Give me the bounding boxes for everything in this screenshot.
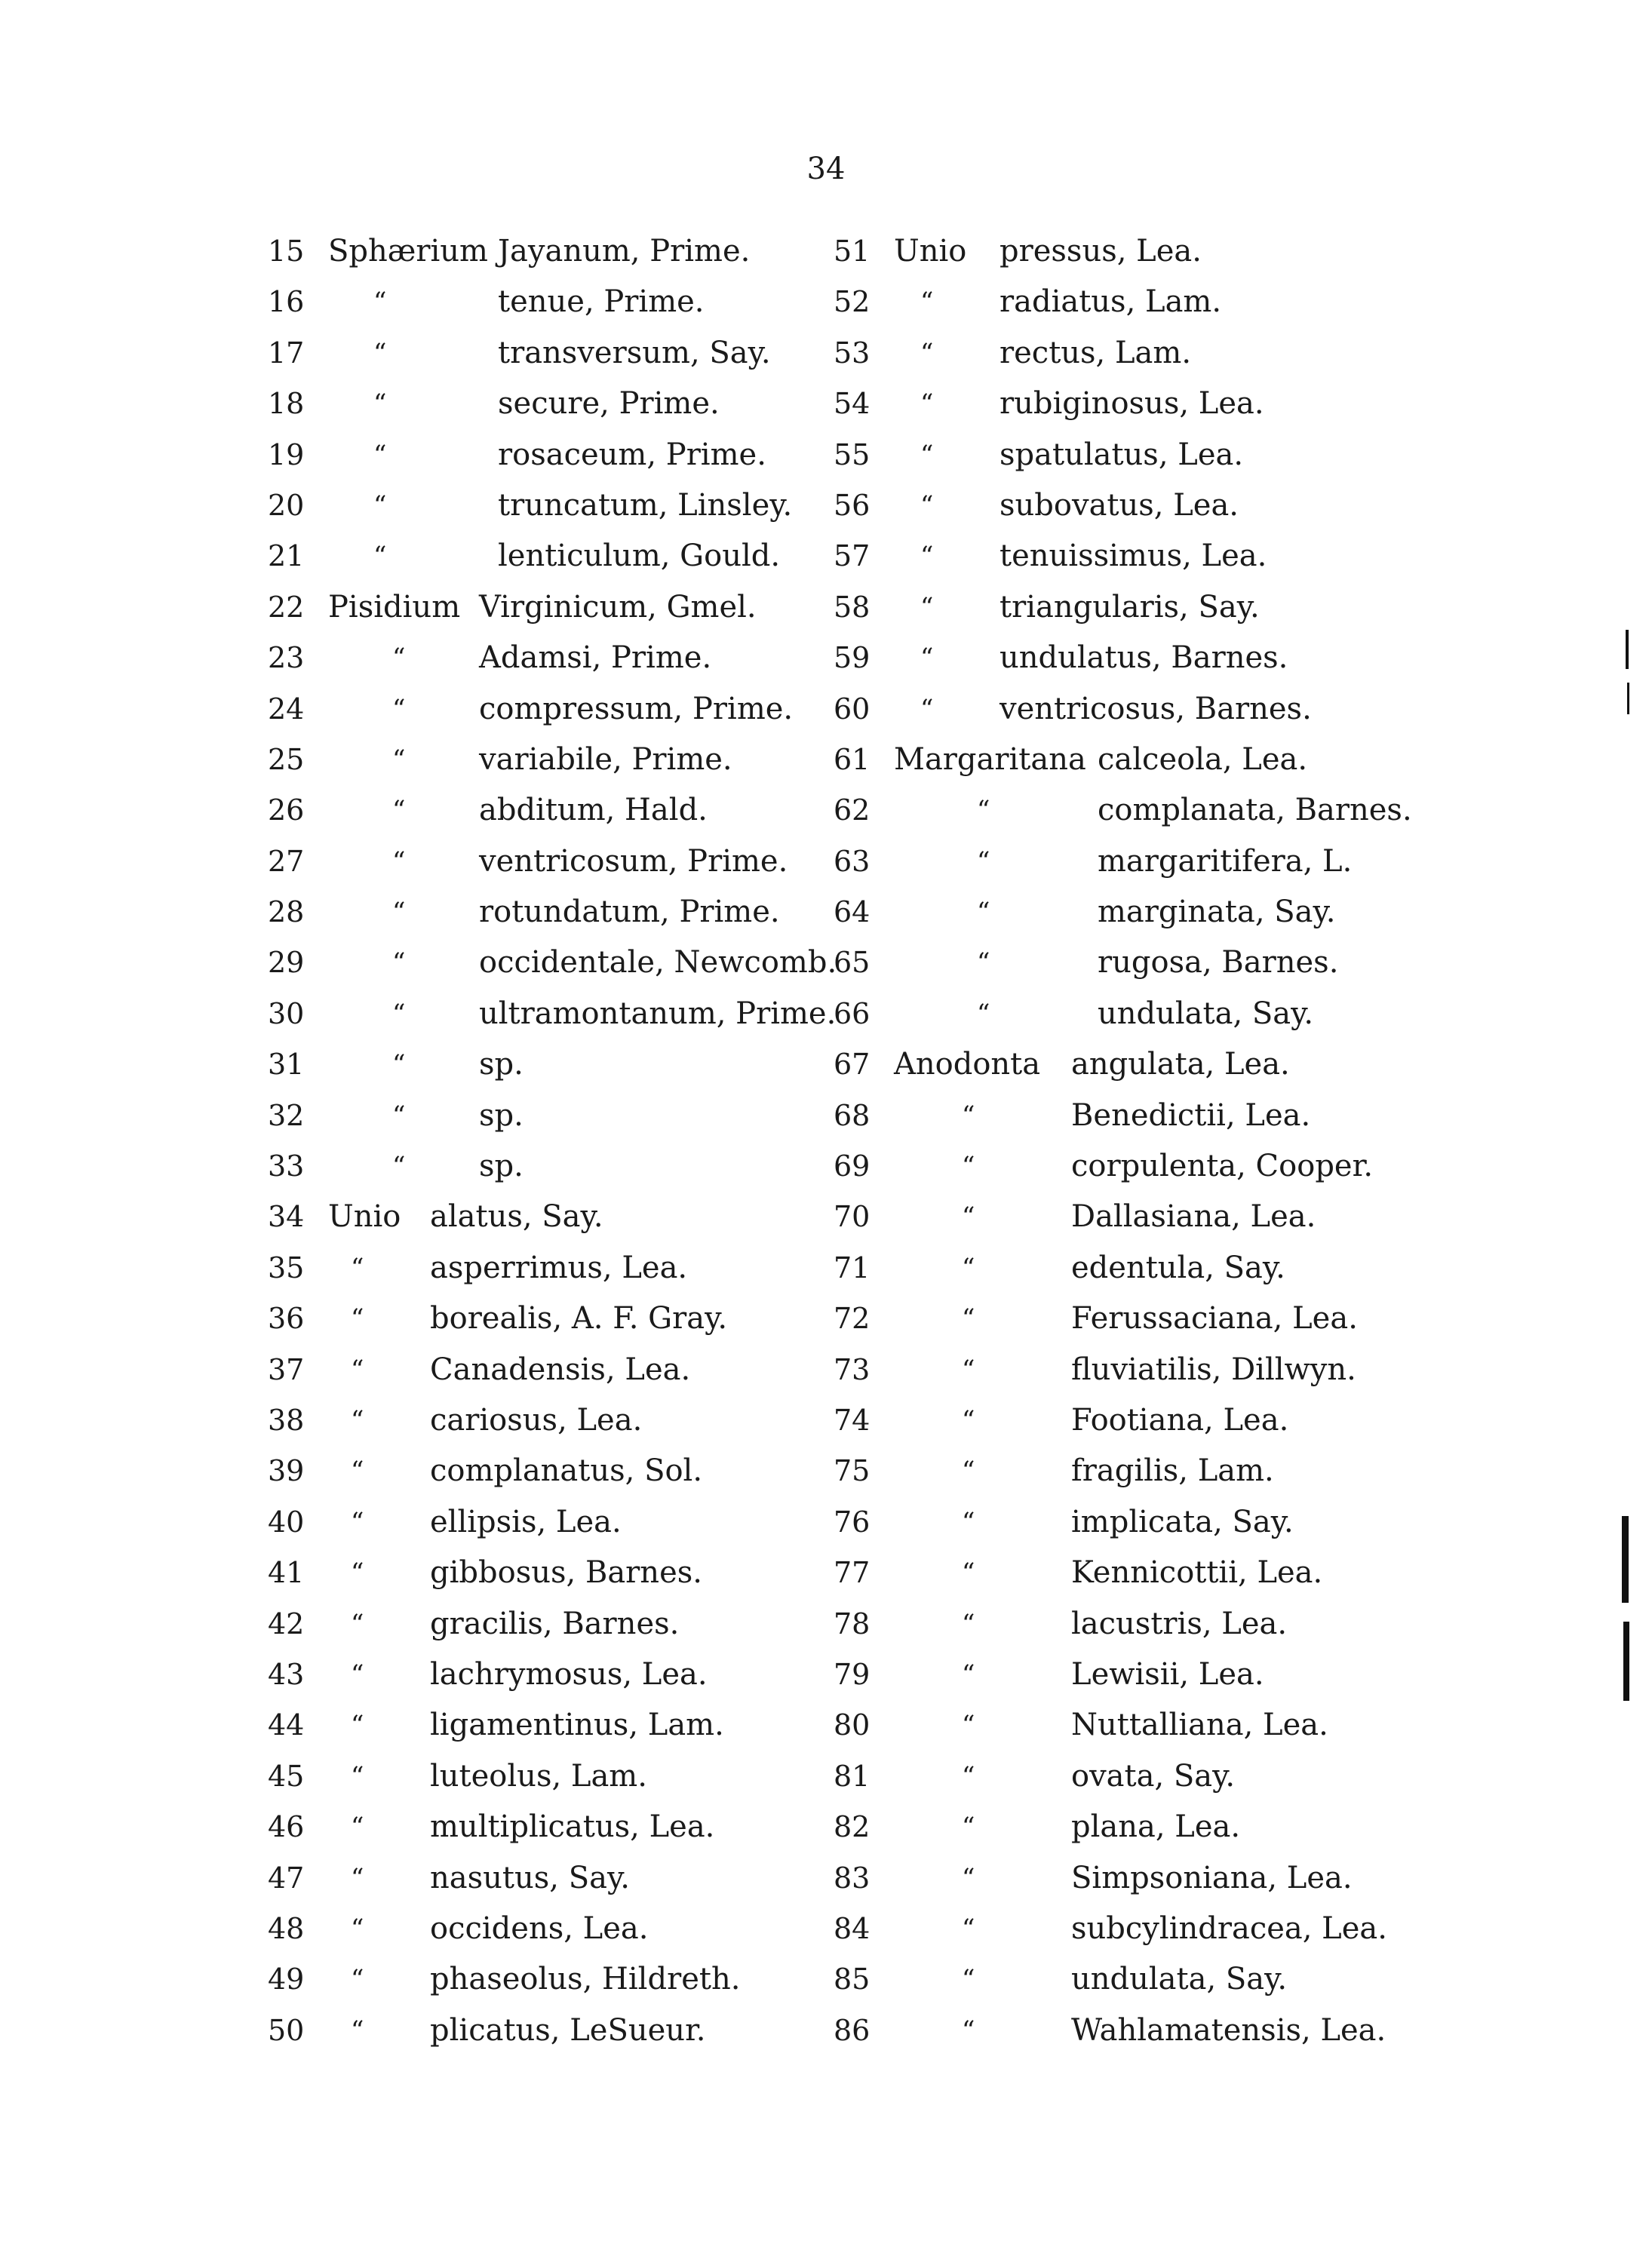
entry-number: 54 xyxy=(834,387,871,421)
ditto-mark: “ xyxy=(962,1862,975,1893)
list-item xyxy=(834,382,1633,433)
ditto-mark: “ xyxy=(962,2015,975,2046)
margin-mark xyxy=(1623,1622,1629,1701)
species-name: Lewisii, Lea. xyxy=(1071,1656,1264,1692)
species-name: calceola, Lea. xyxy=(1098,741,1308,777)
ditto-mark: “ xyxy=(351,1303,364,1334)
genus-name: Anodonta xyxy=(894,1047,1041,1082)
species-name: lacustris, Lea. xyxy=(1071,1606,1288,1641)
list-item xyxy=(834,688,1633,738)
species-name: Adamsi, Prime. xyxy=(479,640,712,676)
entry-number: 44 xyxy=(268,1708,305,1742)
ditto-mark: “ xyxy=(962,1964,975,1995)
list-item xyxy=(834,535,1633,585)
entry-number: 63 xyxy=(834,844,871,878)
ditto-mark: “ xyxy=(962,1252,975,1283)
list-item xyxy=(834,1551,1633,1602)
ditto-mark: “ xyxy=(373,337,387,368)
entry-number: 23 xyxy=(268,641,305,675)
entry-number: 86 xyxy=(834,2013,871,2047)
species-name: plicatus, LeSueur. xyxy=(430,2012,706,2048)
species-name: occidentale, Newcomb. xyxy=(479,945,837,981)
ditto-mark: “ xyxy=(920,693,934,724)
genus-name: Sphærium xyxy=(328,234,488,269)
ditto-mark: “ xyxy=(351,1964,364,1995)
species-name: Simpsoniana, Lea. xyxy=(1071,1860,1353,1895)
species-name: sp. xyxy=(479,1047,524,1082)
species-name: rosaceum, Prime. xyxy=(498,437,766,472)
species-name: plana, Lea. xyxy=(1071,1809,1241,1845)
entry-number: 66 xyxy=(834,996,871,1030)
species-name: sp. xyxy=(479,1149,524,1184)
list-item xyxy=(834,1145,1633,1195)
ditto-mark: “ xyxy=(351,1659,364,1690)
entry-number: 38 xyxy=(268,1403,305,1437)
species-name: secure, Prime. xyxy=(498,386,720,422)
species-name: phaseolus, Hildreth. xyxy=(430,1962,741,1997)
entry-number: 25 xyxy=(268,742,305,776)
species-name: ovata, Say. xyxy=(1071,1758,1236,1794)
list-item xyxy=(834,840,1633,891)
entry-number: 65 xyxy=(834,946,871,980)
list-item xyxy=(834,1195,1633,1246)
entry-number: 22 xyxy=(268,590,305,624)
species-name: nasutus, Say. xyxy=(430,1860,630,1895)
ditto-mark: “ xyxy=(351,1710,364,1741)
species-name: gracilis, Barnes. xyxy=(430,1606,680,1641)
entry-number: 52 xyxy=(834,285,871,319)
entry-number: 36 xyxy=(268,1302,305,1336)
ditto-mark: “ xyxy=(392,897,406,928)
entry-number: 59 xyxy=(834,641,871,675)
ditto-mark: “ xyxy=(962,1812,975,1843)
ditto-mark: “ xyxy=(920,490,934,520)
ditto-mark: “ xyxy=(962,1202,975,1232)
ditto-mark: “ xyxy=(373,388,387,419)
species-name: pressus, Lea. xyxy=(999,234,1202,269)
entry-number: 53 xyxy=(834,336,871,370)
list-item xyxy=(834,1653,1633,1704)
entry-number: 72 xyxy=(834,1302,871,1336)
ditto-mark: “ xyxy=(962,1659,975,1690)
ditto-mark: “ xyxy=(351,1913,364,1944)
species-name: variabile, Prime. xyxy=(479,741,732,777)
species-name: subovatus, Lea. xyxy=(999,487,1239,523)
margin-mark xyxy=(1626,630,1629,669)
entry-number: 20 xyxy=(268,488,305,522)
ditto-mark: “ xyxy=(373,541,387,572)
entry-number: 49 xyxy=(268,1963,305,1996)
entry-number: 45 xyxy=(268,1759,305,1793)
list-item xyxy=(834,738,1633,789)
species-name: luteolus, Lam. xyxy=(430,1758,647,1794)
entry-number: 79 xyxy=(834,1657,871,1691)
entry-number: 57 xyxy=(834,539,871,573)
list-item xyxy=(834,1907,1633,1958)
ditto-mark: “ xyxy=(962,1506,975,1537)
species-name: angulata, Lea. xyxy=(1071,1047,1290,1082)
entry-number: 67 xyxy=(834,1048,871,1082)
genus-name: Unio xyxy=(894,234,967,269)
entry-number: 68 xyxy=(834,1098,871,1132)
entry-number: 43 xyxy=(268,1657,305,1691)
list-item xyxy=(834,1450,1633,1500)
ditto-mark: “ xyxy=(920,643,934,674)
list-item xyxy=(834,586,1633,637)
entry-number: 60 xyxy=(834,692,871,726)
species-name: implicata, Say. xyxy=(1071,1504,1294,1539)
ditto-mark: “ xyxy=(351,1812,364,1843)
entry-number: 71 xyxy=(834,1251,871,1284)
entry-number: 27 xyxy=(268,844,305,878)
list-item xyxy=(834,2009,1633,2060)
entry-number: 42 xyxy=(268,1607,305,1640)
ditto-mark: “ xyxy=(392,1049,406,1080)
entry-number: 73 xyxy=(834,1352,871,1386)
list-item xyxy=(834,789,1633,839)
list-item xyxy=(834,1704,1633,1754)
entry-number: 21 xyxy=(268,539,305,573)
ditto-mark: “ xyxy=(977,897,990,928)
species-name: transversum, Say. xyxy=(498,335,771,370)
list-item xyxy=(834,1958,1633,2009)
entry-number: 31 xyxy=(268,1048,305,1082)
species-name: gibbosus, Barnes. xyxy=(430,1555,702,1591)
species-name: borealis, A. F. Gray. xyxy=(430,1301,728,1337)
entry-number: 17 xyxy=(268,336,305,370)
entry-number: 26 xyxy=(268,793,305,827)
ditto-mark: “ xyxy=(920,287,934,318)
entry-number: 81 xyxy=(834,1759,871,1793)
species-name: asperrimus, Lea. xyxy=(430,1250,688,1285)
entry-number: 62 xyxy=(834,793,871,827)
list-item xyxy=(834,637,1633,687)
ditto-mark: “ xyxy=(392,846,406,876)
list-item xyxy=(834,1094,1633,1145)
species-name: complanata, Barnes. xyxy=(1098,793,1412,828)
species-name: Canadensis, Lea. xyxy=(430,1352,691,1387)
species-name: Ferussaciana, Lea. xyxy=(1071,1301,1358,1337)
entry-number: 48 xyxy=(268,1911,305,1945)
species-name: rotundatum, Prime. xyxy=(479,895,780,930)
species-name: corpulenta, Cooper. xyxy=(1071,1149,1374,1184)
species-name: ventricosum, Prime. xyxy=(479,843,788,879)
ditto-mark: “ xyxy=(392,1151,406,1182)
entry-number: 28 xyxy=(268,895,305,929)
ditto-mark: “ xyxy=(962,1760,975,1791)
list-item xyxy=(834,434,1633,484)
species-name: fluviatilis, Dillwyn. xyxy=(1071,1352,1356,1387)
ditto-mark: “ xyxy=(373,287,387,318)
species-name: triangularis, Say. xyxy=(999,589,1260,625)
page-number: 34 xyxy=(806,152,846,186)
entry-number: 56 xyxy=(834,488,871,522)
species-name: Virginicum, Gmel. xyxy=(479,589,757,625)
entry-number: 51 xyxy=(834,235,871,268)
ditto-mark: “ xyxy=(351,1506,364,1537)
species-name: Nuttalliana, Lea. xyxy=(1071,1708,1328,1743)
entry-number: 37 xyxy=(268,1352,305,1386)
species-name: sp. xyxy=(479,1097,524,1133)
entry-number: 78 xyxy=(834,1607,871,1640)
list-item xyxy=(834,484,1633,535)
species-name: radiatus, Lam. xyxy=(999,284,1222,320)
list-item xyxy=(834,1297,1633,1348)
ditto-mark: “ xyxy=(373,439,387,470)
ditto-mark: “ xyxy=(962,1404,975,1435)
species-name: truncatum, Linsley. xyxy=(498,487,793,523)
species-name: rectus, Lam. xyxy=(999,335,1192,370)
species-name: undulata, Say. xyxy=(1071,1962,1288,1997)
entry-number: 15 xyxy=(268,235,305,268)
entry-number: 82 xyxy=(834,1810,871,1844)
species-name: Footiana, Lea. xyxy=(1071,1402,1289,1438)
list-item xyxy=(834,1247,1633,1297)
entry-number: 41 xyxy=(268,1556,305,1590)
species-name: marginata, Say. xyxy=(1098,895,1336,930)
ditto-mark: “ xyxy=(392,795,406,826)
species-name: compressum, Prime. xyxy=(479,691,794,726)
list-item xyxy=(834,332,1633,382)
ditto-mark: “ xyxy=(962,1354,975,1385)
species-name: edentula, Say. xyxy=(1071,1250,1285,1285)
species-name: tenue, Prime. xyxy=(498,284,705,320)
entry-number: 85 xyxy=(834,1963,871,1996)
list-item xyxy=(834,1806,1633,1856)
ditto-mark: “ xyxy=(351,2015,364,2046)
entry-number: 80 xyxy=(834,1708,871,1742)
ditto-mark: “ xyxy=(920,591,934,622)
ditto-mark: “ xyxy=(962,1151,975,1182)
ditto-mark: “ xyxy=(392,947,406,978)
margin-mark xyxy=(1622,1516,1629,1603)
ditto-mark: “ xyxy=(351,1252,364,1283)
entry-number: 18 xyxy=(268,387,305,421)
species-name: undulatus, Barnes. xyxy=(999,640,1288,676)
entry-number: 46 xyxy=(268,1810,305,1844)
ditto-mark: “ xyxy=(920,388,934,419)
margin-mark xyxy=(1627,683,1629,714)
entry-number: 30 xyxy=(268,996,305,1030)
species-name: subcylindracea, Lea. xyxy=(1071,1911,1387,1946)
species-name: tenuissimus, Lea. xyxy=(999,539,1267,574)
list-item xyxy=(834,230,1633,281)
entry-number: 75 xyxy=(834,1454,871,1488)
list-item xyxy=(834,993,1633,1043)
entry-number: 74 xyxy=(834,1403,871,1437)
ditto-mark: “ xyxy=(392,1100,406,1131)
ditto-mark: “ xyxy=(351,1456,364,1487)
entry-number: 64 xyxy=(834,895,871,929)
species-name: multiplicatus, Lea. xyxy=(430,1809,715,1845)
list-item xyxy=(834,1857,1633,1907)
entry-number: 61 xyxy=(834,742,871,776)
entry-number: 83 xyxy=(834,1861,871,1895)
list-item xyxy=(834,1755,1633,1806)
species-name: Wahlamatensis, Lea. xyxy=(1071,2012,1386,2048)
ditto-mark: “ xyxy=(351,1354,364,1385)
entry-number: 19 xyxy=(268,437,305,471)
entry-number: 16 xyxy=(268,285,305,319)
entry-number: 29 xyxy=(268,946,305,980)
species-name: abditum, Hald. xyxy=(479,793,708,828)
list-item xyxy=(834,941,1633,992)
list-item xyxy=(834,1603,1633,1653)
ditto-mark: “ xyxy=(977,846,990,876)
species-name: occidens, Lea. xyxy=(430,1911,649,1946)
ditto-mark: “ xyxy=(392,998,406,1029)
genus-name: Pisidium xyxy=(328,589,461,625)
ditto-mark: “ xyxy=(351,1608,364,1639)
list-item xyxy=(834,1043,1633,1094)
species-name: undulata, Say. xyxy=(1098,996,1314,1031)
entry-number: 70 xyxy=(834,1200,871,1234)
entry-number: 58 xyxy=(834,590,871,624)
entry-number: 76 xyxy=(834,1505,871,1539)
species-name: Jayanum, Prime. xyxy=(498,234,751,269)
species-name: Dallasiana, Lea. xyxy=(1071,1199,1316,1235)
entry-number: 55 xyxy=(834,437,871,471)
ditto-mark: “ xyxy=(962,1100,975,1131)
entry-number: 39 xyxy=(268,1454,305,1488)
entry-number: 35 xyxy=(268,1251,305,1284)
entry-number: 47 xyxy=(268,1861,305,1895)
ditto-mark: “ xyxy=(962,1456,975,1487)
species-name: ellipsis, Lea. xyxy=(430,1504,622,1539)
ditto-mark: “ xyxy=(373,490,387,520)
species-name: spatulatus, Lea. xyxy=(999,437,1244,472)
species-name: lachrymosus, Lea. xyxy=(430,1656,708,1692)
entry-number: 33 xyxy=(268,1149,305,1183)
list-item xyxy=(834,1349,1633,1399)
species-name: ultramontanum, Prime. xyxy=(479,996,837,1031)
ditto-mark: “ xyxy=(351,1862,364,1893)
ditto-mark: “ xyxy=(962,1913,975,1944)
ditto-mark: “ xyxy=(392,693,406,724)
ditto-mark: “ xyxy=(920,439,934,470)
species-name: Benedictii, Lea. xyxy=(1071,1097,1311,1133)
ditto-mark: “ xyxy=(392,643,406,674)
ditto-mark: “ xyxy=(351,1404,364,1435)
entry-number: 77 xyxy=(834,1556,871,1590)
species-name: rubiginosus, Lea. xyxy=(999,386,1264,422)
species-name: Kennicottii, Lea. xyxy=(1071,1555,1323,1591)
species-name: ventricosus, Barnes. xyxy=(999,691,1312,726)
entry-number: 40 xyxy=(268,1505,305,1539)
species-name: lenticulum, Gould. xyxy=(498,539,781,574)
right-column xyxy=(834,230,1633,2060)
genus-name: Unio xyxy=(328,1199,401,1235)
species-name: margaritifera, L. xyxy=(1098,843,1353,879)
ditto-mark: “ xyxy=(351,1760,364,1791)
species-name: rugosa, Barnes. xyxy=(1098,945,1339,981)
list-item xyxy=(834,1501,1633,1551)
entry-number: 32 xyxy=(268,1098,305,1132)
ditto-mark: “ xyxy=(977,947,990,978)
ditto-mark: “ xyxy=(977,795,990,826)
ditto-mark: “ xyxy=(962,1558,975,1588)
ditto-mark: “ xyxy=(920,337,934,368)
genus-name: Margaritana xyxy=(894,741,1086,777)
list-item xyxy=(834,281,1633,331)
species-name: alatus, Say. xyxy=(430,1199,603,1235)
list-item xyxy=(834,1399,1633,1450)
entry-number: 50 xyxy=(268,2013,305,2047)
species-name: complanatus, Sol. xyxy=(430,1453,703,1489)
species-name: ligamentinus, Lam. xyxy=(430,1708,724,1743)
entry-number: 84 xyxy=(834,1911,871,1945)
ditto-mark: “ xyxy=(962,1710,975,1741)
entry-number: 34 xyxy=(268,1200,305,1234)
ditto-mark: “ xyxy=(920,541,934,572)
ditto-mark: “ xyxy=(977,998,990,1029)
entry-number: 24 xyxy=(268,692,305,726)
ditto-mark: “ xyxy=(962,1608,975,1639)
list-item xyxy=(834,891,1633,941)
ditto-mark: “ xyxy=(962,1303,975,1334)
ditto-mark: “ xyxy=(351,1558,364,1588)
entry-number: 69 xyxy=(834,1149,871,1183)
species-name: fragilis, Lam. xyxy=(1071,1453,1274,1489)
species-name: cariosus, Lea. xyxy=(430,1402,643,1438)
ditto-mark: “ xyxy=(392,744,406,775)
